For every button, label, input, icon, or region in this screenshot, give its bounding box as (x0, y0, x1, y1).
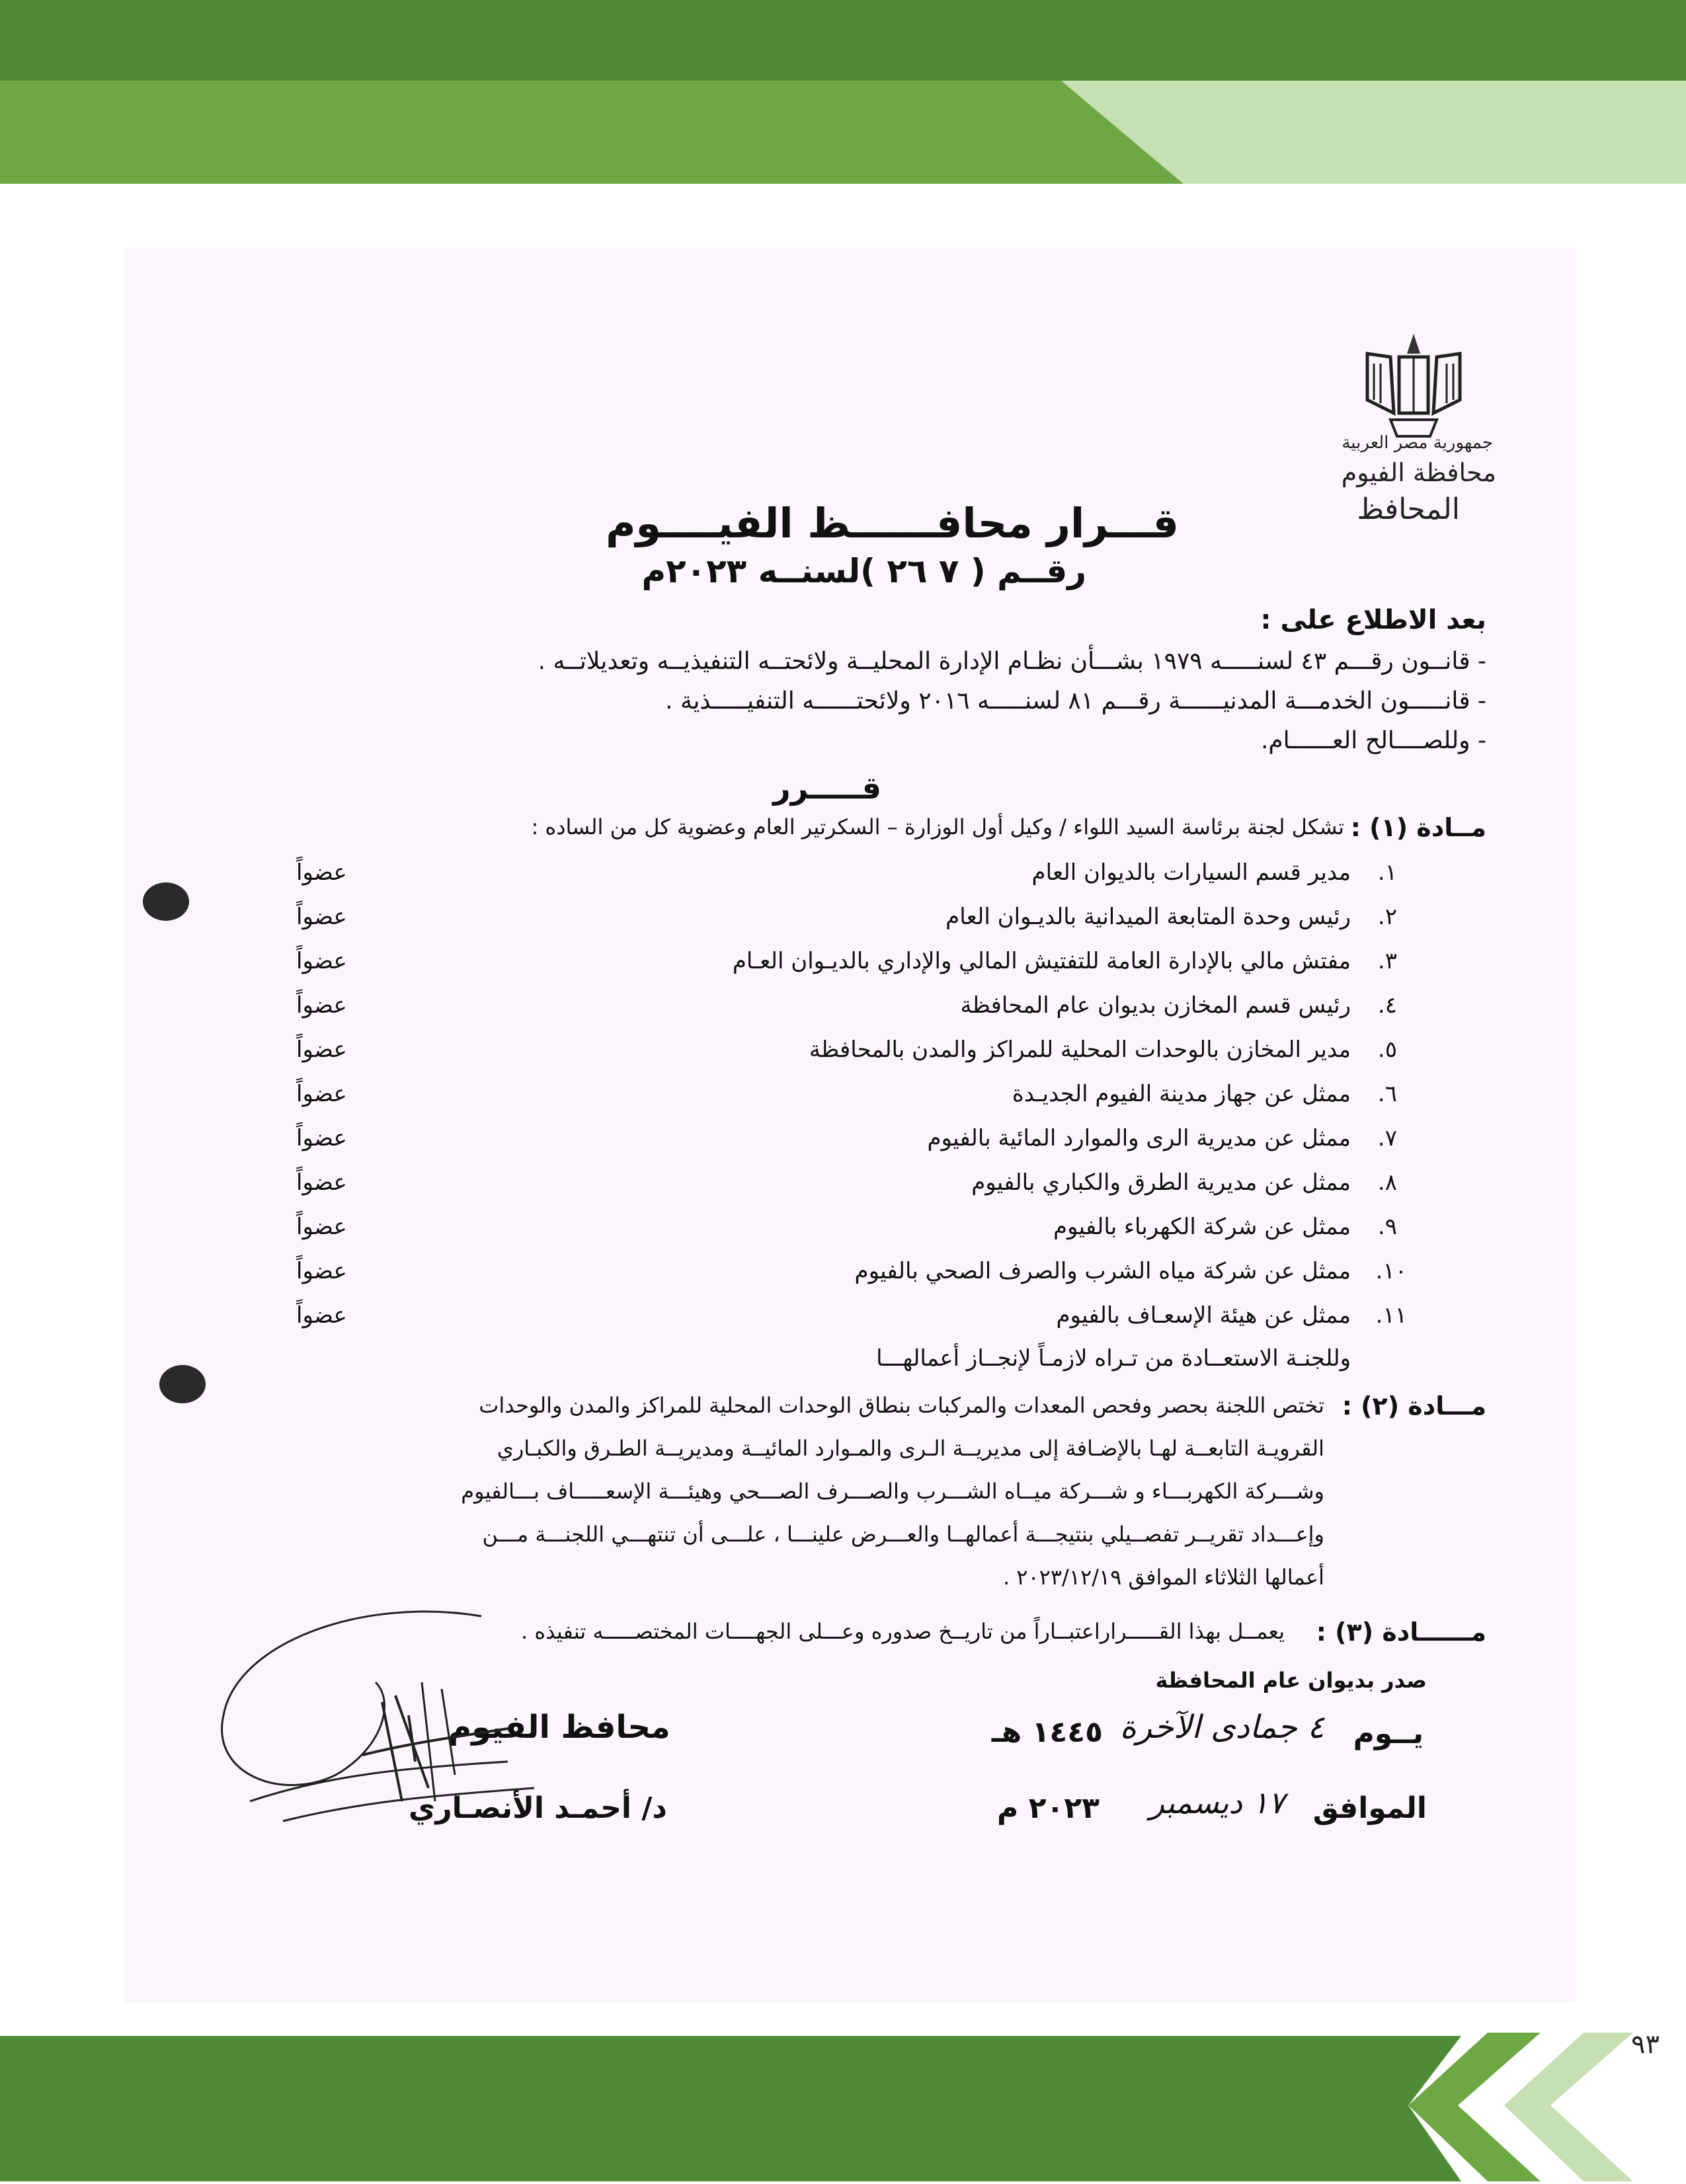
member-number: ٢. (1377, 904, 1397, 930)
member-name: ممثل عن جهاز مدينة الفيوم الجديـدة (1012, 1081, 1351, 1107)
article-2-label: مـــادة (٢) : (1342, 1391, 1486, 1421)
member-role: عضواً (296, 1169, 347, 1196)
punch-hole (159, 1365, 206, 1403)
member-number: ١١. (1375, 1302, 1407, 1329)
member-number: ٦. (1377, 1081, 1397, 1107)
member-role: عضواً (296, 1214, 347, 1240)
member-role: عضواً (296, 904, 347, 930)
decree-title: قـــرار محافــــــظ الفيــــوم (606, 499, 1179, 547)
article-3-text: يعمــل بهذا القـــــراراعتبــاراً من تاريــخ صدوره وعـــلى الجهــــات المختصـــــه تنفيذه . (520, 1619, 1285, 1644)
hijri-year: ١٤٤٥ هـ (991, 1715, 1103, 1749)
article-1-label: مــادة (١) : (1350, 813, 1486, 842)
issued-heading: صدر بديوان عام المحافظة (1155, 1668, 1427, 1693)
article-2-line: وإعـــداد تقريــر تفصــيلي بنتيجـــة أعمالهــا والعـــرض علينـــا ، علـــى أن تنتهـــي اللجنـــة مـــن (482, 1522, 1324, 1547)
decree-number: رقــم ( ٧ ٢٦ )لسنــه ٢٠٢٣م (641, 552, 1086, 590)
member-role: عضواً (296, 1036, 347, 1063)
letterhead-country: جمهورية مصر العربية (1342, 433, 1493, 453)
member-role: عضواً (296, 948, 347, 974)
letterhead-governorate: محافظة الفيوم (1341, 458, 1496, 487)
letterhead-governor: المحافظ (1357, 492, 1460, 526)
article-1-closing: وللجنـة الاستعــادة من تـراه لازمـاً لإنجــاز أعمالهـــا (876, 1345, 1351, 1372)
member-name: ممثل عن مديرية الرى والموارد المائية بالفيوم (927, 1125, 1351, 1151)
preamble-heading: بعد الاطلاع على : (1260, 605, 1486, 635)
greg-handwritten: ١٧ ديسمبر (1149, 1785, 1285, 1820)
member-name: مفتش مالي بالإدارة العامة للتفتيش المالي والإداري بالديـوان العـام (732, 948, 1351, 974)
preamble-item: - وللصــــالح العــــــام. (1260, 727, 1486, 754)
member-number: ٤. (1377, 992, 1397, 1019)
member-number: ٩. (1377, 1214, 1397, 1240)
member-role: عضواً (296, 1081, 347, 1107)
member-number: ٨. (1377, 1169, 1397, 1196)
greg-year: ٢٠٢٣ م (997, 1791, 1100, 1825)
greg-prefix: الموافق (1312, 1791, 1427, 1825)
preamble-item: - قانــون رقـــم ٤٣ لسنـــــه ١٩٧٩ بشـــأن نظـام الإدارة المحليــة ولائحتــه التنفيذيــه وتعديلاتــه . (538, 648, 1486, 675)
member-name: مدير قسم السيارات بالديوان العام (1031, 859, 1351, 886)
member-role: عضواً (296, 1258, 347, 1284)
article-1-text: تشكل لجنة برئاسة السيد اللواء / وكيل أول الوزارة – السكرتير العام وعضوية كل من الساده : (531, 814, 1344, 839)
preamble-item: - قانـــــون الخدمـــة المدنيــــــة رقـــم ٨١ لسنـــــه ٢٠١٦ ولائحتــــــه التنفيـــــذية . (665, 687, 1486, 715)
member-number: ١. (1377, 859, 1397, 886)
article-2-line: القرويـة التابعــة لهـا بالإضـافة إلى مديريــة الـرى والمـوارد المائيــة ومديريــة الطـرق والكبـاري (497, 1436, 1324, 1461)
article-2-line: أعمالها الثلاثاء الموافق ٢٠٢٣/١٢/١٩ . (1002, 1565, 1324, 1590)
member-name: ممثل عن مديرية الطرق والكباري بالفيوم (971, 1169, 1351, 1196)
top-banner (0, 0, 1686, 185)
member-name: ممثل عن هيئة الإسعـاف بالفيوم (1056, 1302, 1351, 1329)
member-role: عضواً (296, 1302, 347, 1329)
page-number: ٩٣ (1631, 2029, 1660, 2060)
member-name: رئيس وحدة المتابعة الميدانية بالديـوان العام (945, 904, 1351, 930)
punch-hole (143, 882, 189, 921)
article-3-label: مــــــادة (٣) : (1316, 1618, 1486, 1647)
member-role: عضواً (296, 992, 347, 1019)
member-number: ١٠. (1375, 1258, 1407, 1284)
member-name: رئيس قسم المخازن بديوان عام المحافظة (960, 992, 1351, 1019)
article-2-line: وشـــركة الكهربـــاء و شـــركة ميــاه الشـــرب والصـــرف الصـــحي وهيئـــة الإسعـــــاف بـــالفيوم (461, 1479, 1324, 1504)
hijri-handwritten: ٤ جمادى الآخرة (1119, 1709, 1324, 1746)
hijri-prefix: يــوم (1353, 1717, 1424, 1750)
signatory-title: محافظ الفيوم (448, 1709, 670, 1746)
decree-document (124, 248, 1576, 2003)
handwritten-signature (164, 1603, 627, 1854)
member-name: ممثل عن شركة مياه الشرب والصرف الصحي بالفيوم (854, 1258, 1351, 1284)
decision-word: قـــــرر (773, 770, 881, 806)
member-number: ٥. (1377, 1036, 1397, 1063)
member-number: ٣. (1377, 948, 1397, 974)
member-role: عضواً (296, 859, 347, 886)
signatory-name: د/ أحمـد الأنصـاري (409, 1791, 667, 1825)
member-name: ممثل عن شركة الكهرباء بالفيوم (1053, 1214, 1351, 1240)
member-number: ٧. (1377, 1125, 1397, 1151)
member-name: مدير المخازن بالوحدات المحلية للمراكز والمدن بالمحافظة (809, 1036, 1351, 1063)
member-role: عضواً (296, 1125, 347, 1151)
article-2-line: تختص اللجنة بحصر وفحص المعدات والمركبات بنطاق الوحدات المحلية للمراكز والمدن والوحدات (479, 1393, 1324, 1418)
bottom-banner (0, 2033, 1686, 2181)
